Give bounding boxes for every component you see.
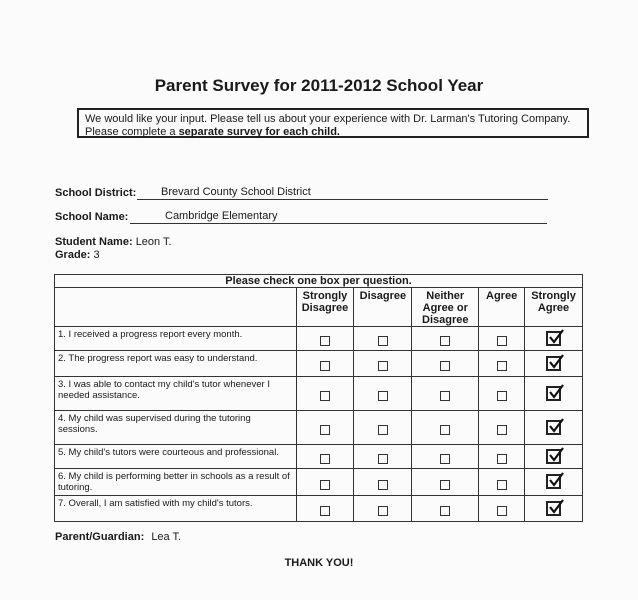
thank-you: THANK YOU! [284,557,354,569]
answer-cell [412,351,479,377]
empty-checkbox[interactable] [440,361,450,371]
question-text: 6. My child is performing better in schools as a result of tutoring. [55,469,297,496]
empty-checkbox[interactable] [320,454,330,464]
answer-cell [354,496,412,522]
table-row [55,411,583,445]
question-text: 5. My child's tutors were courteous and professional. [55,445,297,469]
table-row [55,496,583,522]
checkmark-icon [547,471,565,489]
answer-cell [296,445,354,469]
intro-line-2-text: Please complete a [85,126,179,138]
empty-checkbox[interactable] [440,454,450,464]
question-text: 3. I was able to contact my child's tutor whenever I needed assistance. [55,377,297,411]
answer-cell [296,496,354,522]
question-text: 7. Overall, I am satisfied with my child's tutors. [55,496,297,522]
answer-cell [296,469,354,496]
col-strongly-agree: Strongly Agree [525,288,583,327]
student-row [55,236,172,248]
answer-cell [412,469,479,496]
empty-checkbox[interactable] [440,506,450,516]
empty-checkbox[interactable] [497,336,507,346]
page-title: Parent Survey for 2011-2012 School Year [154,76,484,95]
empty-checkbox[interactable] [440,425,450,435]
empty-checkbox[interactable] [378,425,388,435]
checked-checkbox[interactable] [546,420,561,435]
intro-line-2 [85,126,581,139]
answer-cell [412,327,479,351]
empty-checkbox[interactable] [320,391,330,401]
answer-cell [412,445,479,469]
student-value: Leon T. [135,236,172,248]
col-neither: Neither Agree or Disagree [412,288,479,327]
answer-cell [296,377,354,411]
empty-checkbox[interactable] [378,454,388,464]
answer-cell [479,469,525,496]
checked-checkbox[interactable] [546,501,561,516]
school-field[interactable]: Cambridge Elementary [130,210,547,224]
col-disagree: Disagree [354,288,412,327]
empty-checkbox[interactable] [440,336,450,346]
answer-cell [479,445,525,469]
answer-cell [479,411,525,445]
table-row [55,351,583,377]
checked-checkbox[interactable] [546,474,561,489]
table-row [55,327,583,351]
answer-cell [296,327,354,351]
guardian-label: Parent/Guardian: [55,531,145,543]
checkmark-icon [547,446,565,464]
survey-table [54,274,583,522]
question-header-blank [55,288,297,327]
grade-value: 3 [93,249,100,261]
answer-cell [354,445,412,469]
district-field[interactable]: Brevard County School District [137,186,548,200]
checkmark-icon [547,383,565,401]
school-label: School Name: [55,211,129,223]
empty-checkbox[interactable] [440,480,450,490]
checked-checkbox[interactable] [546,356,561,371]
empty-checkbox[interactable] [320,506,330,516]
question-text: 2. The progress report was easy to understand. [55,351,297,377]
empty-checkbox[interactable] [497,506,507,516]
empty-checkbox[interactable] [497,391,507,401]
answer-cell [525,445,583,469]
empty-checkbox[interactable] [378,391,388,401]
empty-checkbox[interactable] [320,480,330,490]
answer-cell [479,377,525,411]
answer-cell [296,411,354,445]
checked-checkbox[interactable] [546,331,561,346]
answer-cell [525,469,583,496]
table-row [55,469,583,496]
table-row [55,445,583,469]
answer-cell [354,327,412,351]
intro-line-2-emphasis: separate survey for each child. [178,126,340,138]
empty-checkbox[interactable] [378,506,388,516]
answer-cell [525,411,583,445]
answer-cell [525,496,583,522]
question-text: 1. I received a progress report every month. [55,327,297,351]
empty-checkbox[interactable] [497,361,507,371]
answer-cell [354,377,412,411]
answer-cell [412,496,479,522]
empty-checkbox[interactable] [497,425,507,435]
answer-cell [479,496,525,522]
guardian-row [55,531,181,543]
answer-cell [412,411,479,445]
checked-checkbox[interactable] [546,449,561,464]
guardian-value: Lea T. [151,531,182,543]
student-label: Student Name: [55,236,133,248]
empty-checkbox[interactable] [320,336,330,346]
district-label: School District: [55,187,137,199]
grade-row [55,249,100,261]
answer-cell [354,411,412,445]
answer-cell [354,469,412,496]
answer-cell [479,327,525,351]
answer-cell [412,377,479,411]
empty-checkbox[interactable] [320,361,330,371]
empty-checkbox[interactable] [497,480,507,490]
checked-checkbox[interactable] [546,386,561,401]
answer-cell [296,351,354,377]
answer-cell [525,327,583,351]
question-text: 4. My child was supervised during the tutoring sessions. [55,411,297,445]
empty-checkbox[interactable] [378,336,388,346]
empty-checkbox[interactable] [378,480,388,490]
empty-checkbox[interactable] [497,454,507,464]
table-row [55,377,583,411]
checkmark-icon [547,498,565,516]
checkmark-icon [547,417,565,435]
empty-checkbox[interactable] [320,425,330,435]
checkmark-icon [547,353,565,371]
answer-cell [479,351,525,377]
checkmark-icon [547,328,565,346]
empty-checkbox[interactable] [378,361,388,371]
answer-cell [525,377,583,411]
intro-box [77,108,589,138]
empty-checkbox[interactable] [440,391,450,401]
answer-cell [354,351,412,377]
table-caption: Please check one box per question. [55,275,583,288]
col-strongly-disagree: Strongly Disagree [296,288,354,327]
grade-label: Grade: [55,249,91,261]
col-agree: Agree [479,288,525,327]
answer-cell [525,351,583,377]
intro-line-1: We would like your input. Please tell us about your experience with Dr. Larman's Tutoring Company. [85,113,571,125]
